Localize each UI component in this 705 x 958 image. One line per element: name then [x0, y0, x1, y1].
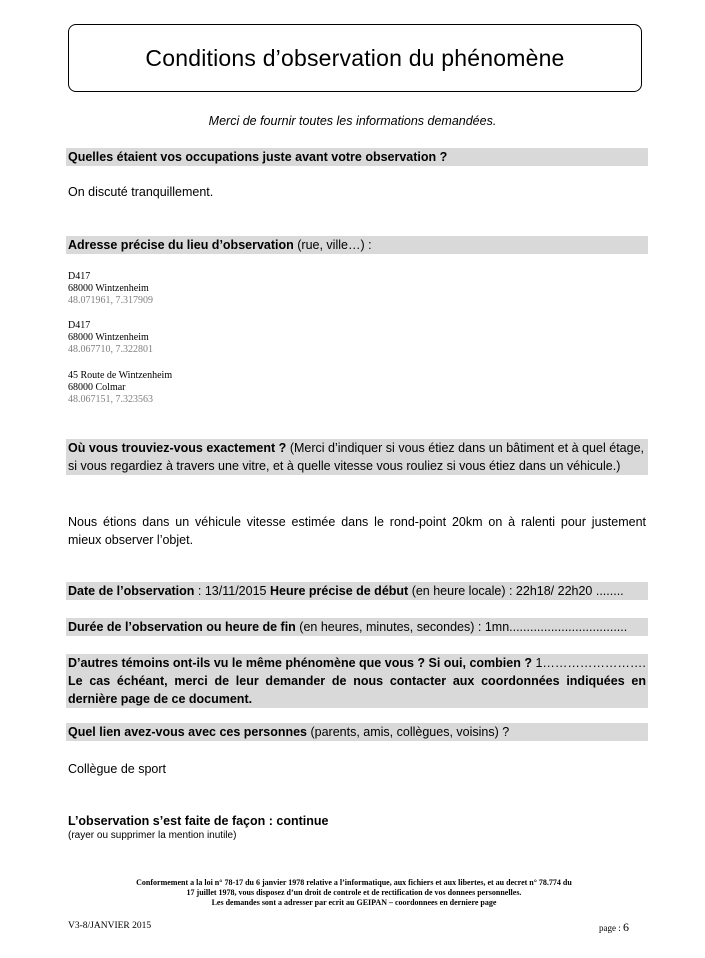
question-address-label: Adresse précise du lieu d’observation: [68, 238, 294, 252]
address-block: [68, 320, 153, 356]
question-link-hint: (parents, amis, collègues, voisins) ?: [307, 725, 510, 739]
answer-occupations: On discuté tranquillement.: [68, 185, 214, 199]
witnesses-block: [66, 654, 648, 708]
page-title: Conditions d’observation du phénomène: [145, 44, 565, 71]
page-label: page :: [599, 923, 623, 933]
address-coords: 48.071961, 7.317909: [68, 295, 153, 306]
address-line: 68000 Wintzenheim: [68, 332, 149, 343]
witnesses-value: 1…………………….: [531, 656, 646, 670]
legal-notice: [60, 878, 648, 908]
observation-mode-hint: (rayer ou supprimer la mention inutile): [68, 830, 237, 841]
page-number: [599, 920, 629, 935]
time-label: Heure précise de début: [269, 584, 409, 598]
witnesses-label: D’autres témoins ont-ils vu le même phénomène que vous ? Si oui, combien ?: [68, 656, 532, 670]
observation-mode-value: : continue: [265, 814, 329, 828]
version-label: V3-8/JANVIER 2015: [68, 921, 152, 931]
time-value: : 22h18/ 22h20 ........: [505, 584, 624, 598]
question-occupations-label: Quelles étaient vos occupations juste avant votre observation ?: [68, 150, 448, 164]
question-location-label: Où vous trouviez-vous exactement ?: [68, 441, 287, 455]
question-occupations: [66, 148, 648, 166]
question-location-hint: (Merci d’indiquer si vous étiez dans un bâtiment et à quel étage, si vous regardiez à travers une vitre, et à quelle vitesse vous rouliez si vous étiez dans un véhicule.): [68, 441, 644, 473]
duration-value: : 1mn..................................: [474, 620, 628, 634]
question-address: [66, 236, 648, 254]
observation-mode-label: L’observation s’est faite de façon: [68, 814, 266, 828]
address-line: 68000 Colmar: [68, 382, 126, 393]
date-label: Date de l’observation: [68, 584, 195, 598]
legal-line: Les demandes sont a adresser par ecrit au GEIPAN – coordonnees en derniere page: [211, 898, 497, 907]
address-line: 68000 Wintzenheim: [68, 283, 149, 294]
question-location: [66, 439, 648, 475]
question-address-hint: (rue, ville…) :: [293, 238, 372, 252]
address-line: D417: [68, 320, 91, 331]
address-line: 45 Route de Wintzenheim: [68, 370, 173, 381]
page-number-value: 6: [623, 920, 629, 934]
question-link: [66, 723, 648, 741]
address-coords: 48.067710, 7.322801: [68, 344, 153, 355]
time-hint: (en heure locale): [408, 584, 506, 598]
address-coords: 48.067151, 7.323563: [68, 394, 153, 405]
legal-line: 17 juillet 1978, vous disposez d’un droit de controle et de rectification de vos donnees personnelles.: [186, 888, 522, 897]
date-value: : 13/11/2015: [194, 584, 270, 598]
witnesses-note: Le cas échéant, merci de leur demander de nous contacter aux coordonnées indiquées en dernière page de ce document.: [68, 674, 646, 706]
title-box: [68, 24, 642, 92]
answer-link: Collègue de sport: [68, 762, 166, 776]
subtitle: Merci de fournir toutes les informations demandées.: [208, 114, 497, 128]
legal-line: Conformement a la loi n° 78-17 du 6 janvier 1978 relative a l’informatique, aux fichiers et aux libertes, et au decret n° 78.774 du: [136, 878, 572, 887]
address-block: [68, 370, 172, 406]
address-line: D417: [68, 271, 91, 282]
duration-line: [66, 618, 648, 636]
observation-mode: [68, 812, 646, 830]
duration-label: Durée de l’observation ou heure de fin: [68, 620, 296, 634]
question-link-label: Quel lien avez-vous avec ces personnes: [68, 725, 308, 739]
answer-location: Nous étions dans un véhicule vitesse estimée dans le rond-point 20km on à ralenti pour justement mieux observer l’objet.: [68, 515, 646, 547]
duration-hint: (en heures, minutes, secondes): [295, 620, 475, 634]
address-block: [68, 271, 153, 307]
date-line: [66, 582, 648, 600]
